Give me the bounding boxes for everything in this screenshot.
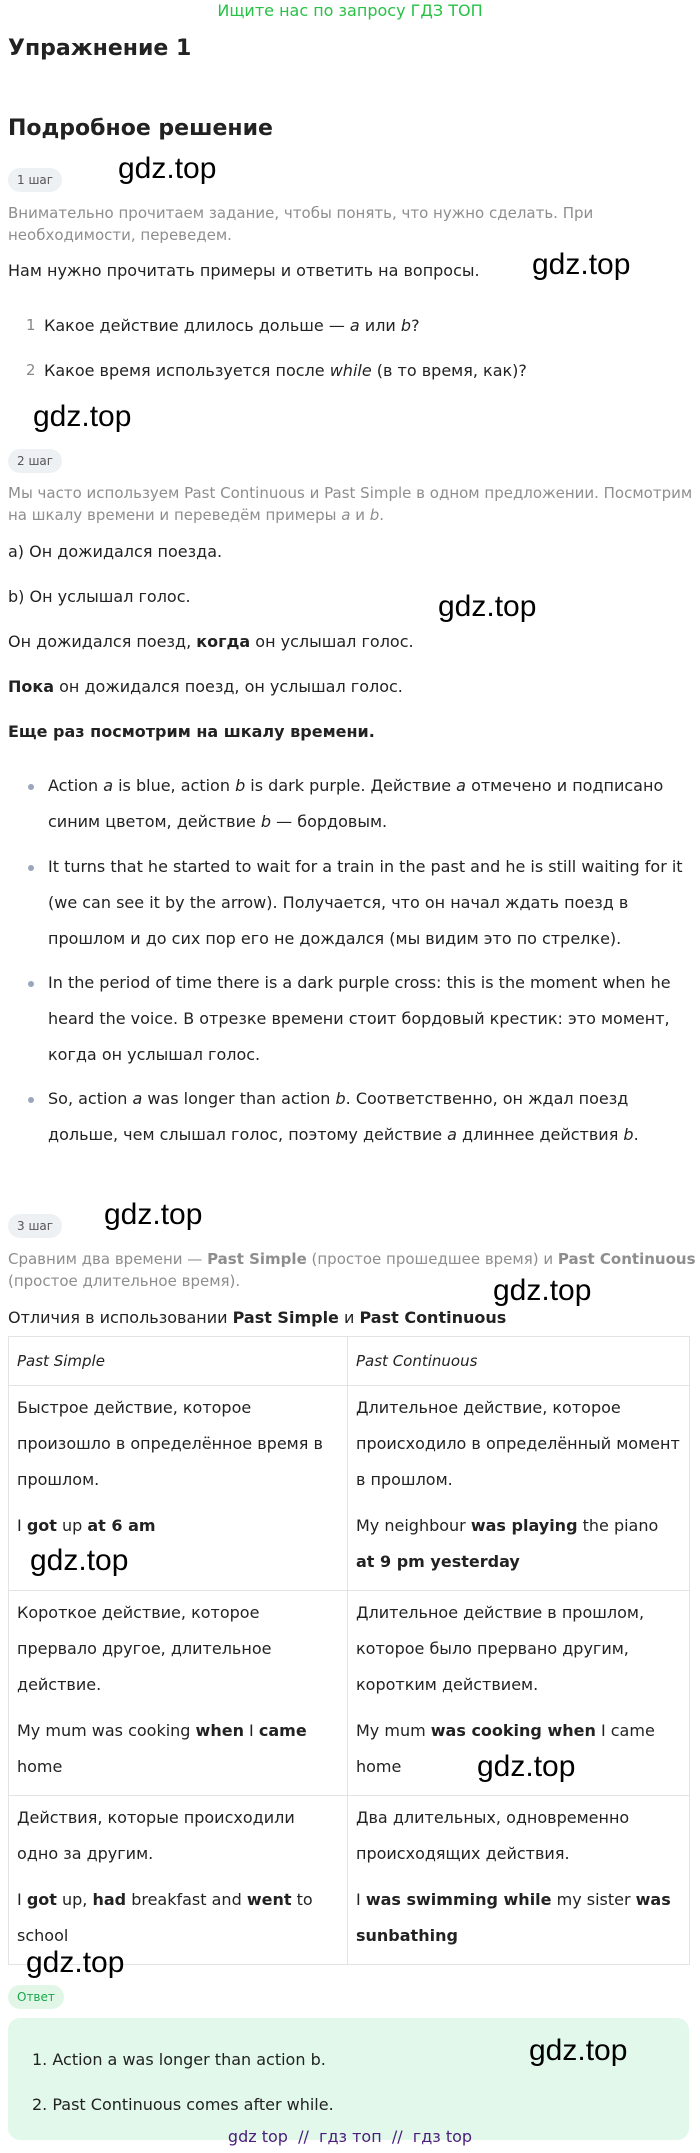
table-cell xyxy=(348,1796,690,1965)
step-1-text: Нам нужно прочитать примеры и ответить на вопросы. xyxy=(8,261,480,280)
example-b: b) Он услышал голос. xyxy=(8,587,191,606)
rule-description: Быстрое действие, которое произошло в определённое время в прошлом. xyxy=(17,1398,323,1489)
question-2: Какое время используется после while (в то время, как)? xyxy=(44,361,527,380)
search-banner[interactable]: Ищите нас по запросу ГДЗ ТОП xyxy=(217,1,483,20)
solution-title: Подробное решение xyxy=(8,116,273,141)
rule-example: My mum was cooking when I came home xyxy=(356,1721,655,1776)
example-a: a) Он дожидался поезда. xyxy=(8,542,223,561)
watermark: gdz.top xyxy=(438,590,537,623)
question-number: 1 xyxy=(26,316,36,334)
column-header-past-continuous: Past Continuous xyxy=(348,1337,690,1386)
bullet-2: It turns that he started to wait for a train in the past and he is still waiting for it (we can see it by the arrow). Получается, что он начал ждать поезд в прошлом и до сих пор его не дождался (мы видим это по стрелке). xyxy=(48,857,683,948)
answer-badge: Ответ xyxy=(8,1985,64,2009)
rule-description: Действия, которые происходили одно за другим. xyxy=(17,1808,295,1863)
step-3-hint: Сравним два времени — Past Simple (простое прошедшее время) и Past Continuous (простое длительное время). xyxy=(8,1250,696,1290)
watermark: gdz.top xyxy=(532,248,631,281)
table-row xyxy=(9,1591,690,1796)
bullet-dot xyxy=(28,865,34,871)
exercise-title: Упражнение 1 xyxy=(8,36,192,61)
table-cell xyxy=(348,1386,690,1591)
rule-example: My mum was cooking when I came home xyxy=(17,1721,307,1776)
answer-item: 2. Past Continuous comes after while. xyxy=(32,2095,334,2114)
rule-description: Два длительных, одновременно происходящих действия. xyxy=(356,1808,630,1863)
table-row xyxy=(9,1796,690,1965)
differences-title: Отличия в использовании Past Simple и Past Continuous xyxy=(8,1308,507,1327)
question-number: 2 xyxy=(26,361,36,379)
table-cell xyxy=(9,1796,348,1965)
rule-description: Длительное действие в прошлом, которое было прервано другим, коротким действием. xyxy=(356,1603,645,1694)
bullet-3: In the period of time there is a dark purple cross: this is the moment when he heard the voice. В отрезке времени стоит бордовый крестик: это момент, когда он услышал голос. xyxy=(48,973,671,1064)
watermark: gdz.top xyxy=(104,1198,203,1231)
sentence-when: Он дожидался поезд, когда он услышал голос. xyxy=(8,632,414,651)
answer-item: 1. Action a was longer than action b. xyxy=(32,2050,326,2069)
watermark: gdz.top xyxy=(118,152,217,185)
watermark: gdz.top xyxy=(477,1750,576,1783)
watermark: gdz.top xyxy=(33,400,132,433)
rule-example: My neighbour was playing the piano at 9 pm yesterday xyxy=(356,1516,659,1571)
step-3-badge: 3 шаг xyxy=(8,1214,62,1238)
column-header-past-simple: Past Simple xyxy=(9,1337,348,1386)
sentence-while: Пока он дожидался поезд, он услышал голос. xyxy=(8,677,403,696)
step-2-badge: 2 шаг xyxy=(8,449,62,473)
question-1: Какое действие длилось дольше — a или b? xyxy=(44,316,420,335)
bullet-dot xyxy=(28,981,34,987)
rule-description: Короткое действие, которое прервало другое, длительное действие. xyxy=(17,1603,272,1694)
rule-example: I was swimming while my sister was sunbathing xyxy=(356,1890,671,1945)
rule-example: I got up, had breakfast and went to school xyxy=(17,1890,313,1945)
rule-description: Длительное действие, которое происходило в определённый момент в прошлом. xyxy=(356,1398,680,1489)
step-1-hint: Внимательно прочитаем задание, чтобы понять, что нужно сделать. При необходимости, переведем. xyxy=(8,204,594,244)
bullet-4: So, action a was longer than action b. Соответственно, он ждал поезд дольше, чем слышал голос, поэтому действие a длиннее действия b. xyxy=(48,1089,639,1144)
timeline-heading: Еще раз посмотрим на шкалу времени. xyxy=(8,722,375,741)
watermark: gdz.top xyxy=(493,1274,592,1307)
step-1-badge: 1 шаг xyxy=(8,168,62,192)
watermark: gdz.top xyxy=(529,2034,628,2067)
bullet-1: Action a is blue, action b is dark purple. Действие a отмечено и подписано синим цветом, действие b — бордовым. xyxy=(48,776,664,831)
comparison-table xyxy=(8,1336,690,1965)
footer-links[interactable]: gdz top // гдз топ // гдз top xyxy=(227,2127,473,2146)
bullet-dot xyxy=(28,784,34,790)
table-header-row xyxy=(9,1337,690,1386)
step-2-hint: Мы часто используем Past Continuous и Past Simple в одном предложении. Посмотрим на шкалу времени и переведём примеры a и b. xyxy=(8,484,693,524)
watermark: gdz.top xyxy=(26,1946,125,1979)
rule-example: I got up at 6 am xyxy=(17,1516,156,1535)
bullet-dot xyxy=(28,1097,34,1103)
table-cell xyxy=(9,1591,348,1796)
watermark: gdz.top xyxy=(30,1544,129,1577)
